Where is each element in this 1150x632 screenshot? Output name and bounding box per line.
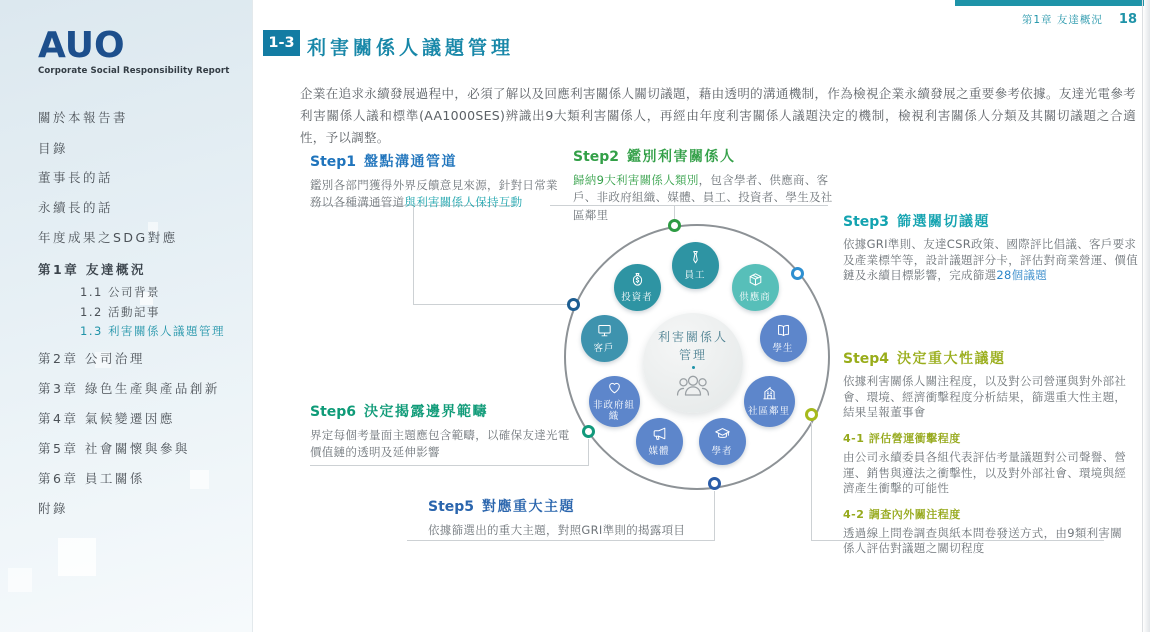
section-number-badge: 1-3 [263,30,300,56]
grad-cap-icon [714,425,731,446]
ring-node-step3 [791,267,804,280]
step4-number: Step4 [843,351,890,367]
page-right-edge [1142,0,1150,632]
step2-body: 歸納9大利害關係人類別，包含學者、供應商、客戶、非政府組織、媒體、員工、投資者、學生及社區鄰里 [573,173,833,222]
people-group-icon [674,372,712,399]
step2-block [573,146,837,224]
decorative-square [58,538,96,576]
ring-node-step5 [708,477,721,490]
step1-title: 盤點溝通管道 [364,154,458,170]
sidebar-item[interactable]: 附錄 [38,501,69,516]
step5-body: 依據篩選出的重大主題，對照GRI準則的揭露項目 [428,523,686,537]
sidebar-item[interactable]: 目錄 [38,141,69,156]
sidebar-item[interactable]: 1.2 活動記事 [80,305,160,319]
intro-paragraph: 企業在追求永續發展過程中，必須了解以及回應利害關係人關切議題，藉由透明的溝通機制，作為檢視企業永續發展之重要參考依據。友達光電參考利害關係人議和標準(AA1000SES)辨識出9大類利害關係人，再經由年度利害關係人議題決定的機制，檢視利害關係人分類及其關切議題之合適性，予以調整。 [300,86,1136,145]
heart-icon [606,379,623,400]
step6-body: 界定每個考量面主題應包含範疇，以確保友達光電價值鏈的透明及延伸影響 [310,428,570,460]
step1-highlight: 與利害關係人保持互動 [404,195,523,210]
money-bag-icon [629,271,646,292]
sidebar-item[interactable]: 第4章 氣候變遷因應 [38,411,175,426]
step4-sub2-body: 透過線上問卷調查與紙本問卷發送方式，由9類利害關係人評估對議題之關切程度 [843,525,1123,556]
sidebar-item[interactable]: 年度成果之SDG對應 [38,230,178,245]
connector-line [588,439,589,465]
center-accent-dot [692,366,695,369]
step5-number: Step5 [428,499,475,515]
step2-highlight: 歸納9大利害關係人類別 [573,173,699,187]
step5-heading [428,496,722,516]
step4-block [843,348,1131,557]
tie-icon [687,249,704,270]
sidebar [0,0,253,632]
page-title: 利害關係人議題管理 [307,37,515,59]
center-label-line1: 利害關係人 [657,329,728,344]
connector-line [811,422,812,540]
step3-highlight: 28個議題 [996,268,1048,283]
monitor-icon [596,322,613,343]
center-label-line2: 管理 [678,347,707,362]
sidebar-item[interactable]: 第5章 社會關懷與參與 [38,441,190,456]
stakeholder-label: 非政府組織 [592,400,635,422]
stakeholder-circle [589,376,640,427]
step6-title: 決定揭露邊界範疇 [364,404,489,420]
ring-node-step6 [582,425,595,438]
ring-node-step1 [567,298,580,311]
step3-body: 依據GRI準則、友達CSR政策、國際評比倡議、客戶要求及產業標竿等，設計議題評分卡，評估對商業營運、價值鏈及永續目標影響，完成篩選28個議題 [843,237,1138,283]
connector-line [413,205,414,304]
stakeholder-circle [614,264,661,311]
sidebar-item[interactable]: 第2章 公司治理 [38,351,145,366]
stakeholder-label: 供應商 [739,291,771,303]
step2-title: 鑑別利害關係人 [627,149,736,165]
stakeholder-circle [760,315,807,362]
stakeholder-label: 社區鄰里 [747,405,790,417]
stakeholder-label: 客戶 [593,342,615,354]
step4-sub1-heading: 4-1 評估營運衝擊程度 [843,431,961,445]
step4-heading [843,348,1131,368]
sidebar-item[interactable]: 第1章 友達概況 [38,262,147,277]
decorative-square [8,568,32,592]
sidebar-item[interactable]: 關於本報告書 [38,110,129,125]
megaphone-icon [651,425,668,446]
step1-body: 鑑別各部門獲得外界反饋意見來源，針對日常業務以各種溝通管道與利害關係人保持互動 [310,178,558,210]
book-icon [775,322,792,343]
stakeholder-circle [732,264,779,311]
sidebar-item[interactable]: 1.1 公司背景 [80,285,160,299]
connector-line [407,540,715,541]
step3-heading [843,211,1139,231]
step2-number: Step2 [573,149,620,165]
running-header [1022,12,1137,27]
ring-node-step4 [805,408,818,421]
step4-title: 決定重大性議題 [897,351,1006,367]
step1-block [310,151,564,212]
diagram-center-label [658,328,728,364]
decorative-square [190,470,209,489]
step6-number: Step6 [310,404,357,420]
step5-block [428,496,722,539]
step6-block [310,401,574,462]
stakeholder-label: 投資者 [621,291,653,303]
connector-line [413,304,567,305]
stakeholder-label: 學者 [711,445,733,457]
step1-number: Step1 [310,154,357,170]
sidebar-item[interactable]: 第3章 綠色生產與產品創新 [38,381,220,396]
stakeholder-circle [581,315,628,362]
step4-body: 依據利害關係人關注程度，以及對公司營運與對外部社會、環境、經濟衝擊程度分析結果，篩選重大性主題，結果呈報董事會 [843,374,1127,420]
step4-sub1-body: 由公司永續委員各組代表評估考量議題對公司聲譽、營運、銷售與遵法之衝擊性，以及對外部社會、環境與經濟產生衝擊的可能性 [843,449,1127,496]
stakeholder-label: 學生 [772,342,794,354]
step4-sub2-heading: 4-2 調查內外關注程度 [843,507,961,521]
sidebar-item[interactable]: 永續長的話 [38,200,114,215]
logo-subtitle: Corporate Social Responsibility Report [38,66,230,76]
step3-block [843,211,1139,284]
stakeholder-circle [672,242,719,289]
stakeholder-circle [699,418,746,465]
running-header-chapter: 第1章 友達概況 [1021,14,1103,26]
step6-heading [310,401,574,421]
header-accent-bar [955,0,1144,6]
sidebar-item[interactable]: 第6章 員工關係 [38,471,145,486]
step2-heading [573,146,837,166]
diagram-center [643,313,743,413]
stakeholder-circle [744,376,795,427]
page-number: 18 [1118,12,1137,27]
stakeholder-label: 員工 [684,269,706,281]
package-icon [747,271,764,292]
sidebar-item[interactable]: 董事長的話 [38,170,114,185]
auo-logo-text: AUO [38,25,125,66]
stakeholder-circle [636,418,683,465]
building-icon [761,385,778,406]
stakeholder-label: 媒體 [648,445,670,457]
auo-logo [38,25,230,76]
sidebar-item[interactable]: 1.3 利害關係人議題管理 [80,324,225,338]
connector-line [310,465,589,466]
step5-title: 對應重大主題 [482,499,576,515]
step3-number: Step3 [843,214,890,230]
step3-title: 篩選關切議題 [897,214,991,230]
step1-heading [310,151,564,171]
